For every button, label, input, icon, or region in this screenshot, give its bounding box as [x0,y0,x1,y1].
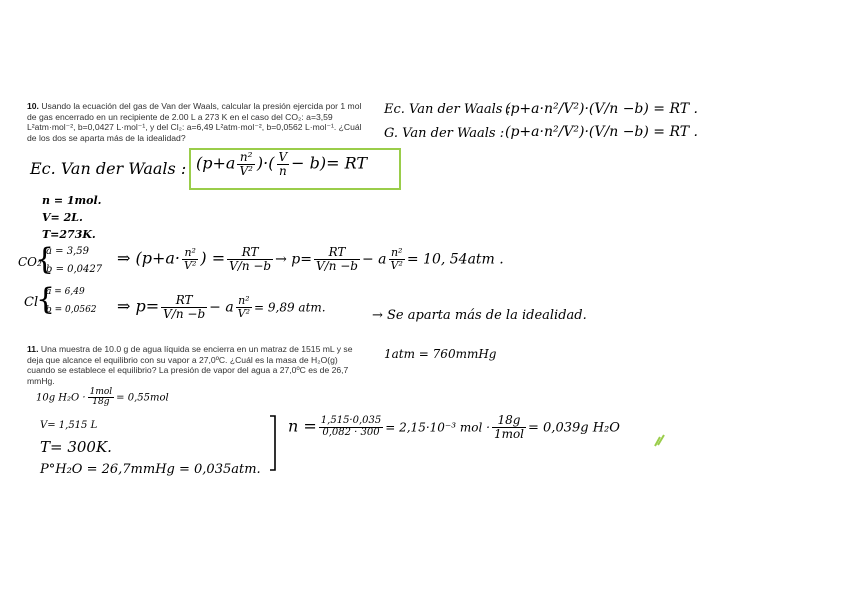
vdw-label-1: Ec. Van der Waals : [384,102,511,117]
cl-conclusion: → Se aparta más de la idealidad. [372,308,587,323]
boxed-equation-content: (p+a $\frac{\text{n²}}{\text{V²}}$ )·( $\frac{V}{n}$ − b)= RT [196,150,368,178]
data-t: T=273K. [42,228,96,241]
data-t-11: T= 300K. [40,438,112,456]
data-p-11: P°H₂O = 26,7mmHg = 0,035atm. [40,462,261,477]
problem-10-text: Usando la ecuación del gas de Van der Waals, calcular la presión ejercida por 1 mol de gas encerrado en un recipiente de 2.00 L a 273 K en el caso del CO₂: a=3,59 L²atm·mol⁻², b=0,0427 L·mol⁻¹, y del Cl₂: a=6,49 L²atm·mol⁻², b=0,0562 L·mol⁻¹. ¿Cuál de los dos se aparta más de la idealidad? [27,101,362,143]
vdw-equation-1: (p+a·n²/V²)·(V/n −b) = RT . [505,101,699,117]
co2-brace: { [35,242,55,277]
data-v-11: V= 1,515 L [40,420,98,431]
cl-equation: ⇒ p= $\frac{RT}{V/n -b}$ − a $\frac{\text{n²}}{\text{V²}}$ = 9,89 atm. [117,293,326,321]
co2-b: b = 0,0427 [46,264,103,275]
problem-10-number: 10. [27,101,39,111]
cl-b: b = 0,0562 [46,305,97,315]
data-v: V= 2L. [42,211,83,224]
problem-11-text: Una muestra de 10.0 g de agua líquida se encierra en un matraz de 1515 mL y se deja que alcance el equilibrio con su vapor a 27,0ºC. ¿Cuál es la masa de H₂O(g) cuando se establece el equilibrio? La presión de vapor del agua a 27,0ºC es de 26,7 mmHg. [27,344,353,386]
cl-brace: { [36,282,56,317]
co2-equation: ⇒ (p+a· $\frac{\text{n²}}{\text{V²}}$ ) = $\frac{RT}{V/n -b}$ → p= $\frac{RT}{V/n -b}$ − a $\frac{\text{n²}}{\text{V²}}$ = 10, 54atm . [117,245,504,273]
n-calculation: n = $\frac{1,515\cdot 0,035}{0,082 \cdot 300}$ = 2,15·10⁻³ mol · $\frac{18g}{\text{1mol}}$ = 0,039g H₂O [288,413,620,441]
atm-conversion: 1atm = 760mmHg [384,347,497,361]
problem-11-number: 11. [27,344,39,354]
data-n: n = 1mol. [42,194,102,207]
boxed-label: Ec. Van der Waals : [30,159,187,178]
mass-conversion: 10g H₂O · $\frac{\text{1mol}}{18g}$ = 0,55mol [36,387,169,408]
vdw-label-2: G. Van der Waals : [384,126,505,141]
co2-label: CO₂ [18,255,42,269]
co2-a: a = 3,59 [46,246,89,257]
cl-a: a = 6,49 [46,287,85,297]
cl-label: Cl [24,295,39,310]
vdw-equation-2: (p+a·n²/V²)·(V/n −b) = RT . [505,124,699,140]
